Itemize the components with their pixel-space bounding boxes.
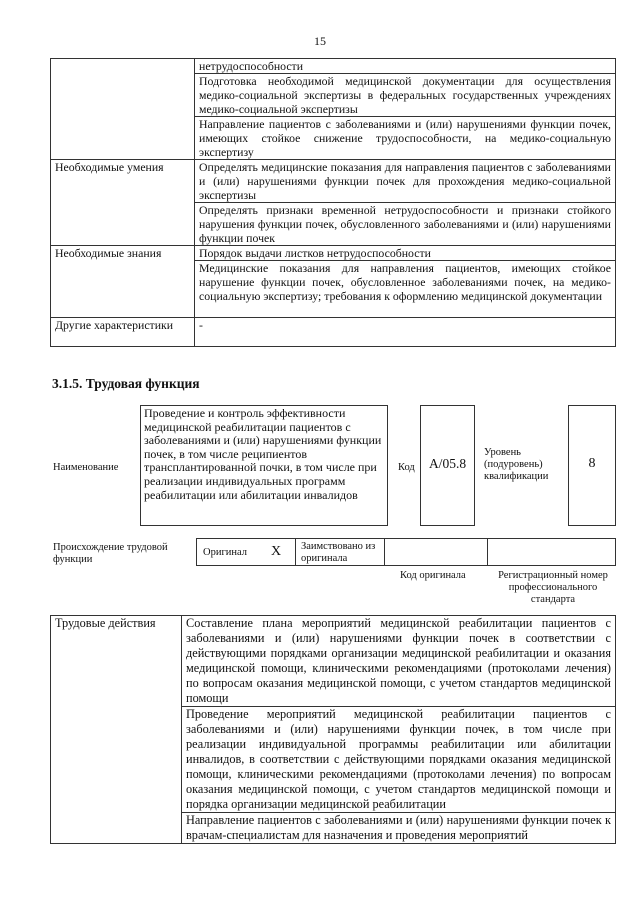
table-cell: Порядок выдачи листков нетрудоспособности bbox=[195, 246, 616, 261]
table-row bbox=[51, 59, 616, 74]
cell-divider bbox=[384, 539, 385, 565]
table-cell: Направление пациентов с заболеваниями и (или) нарушениями функции почек к врачам-специалистам для назначения и проведения мероприятий bbox=[182, 813, 616, 844]
function-name-box: Проведение и контроль эффективности медицинской реабилитации пациентов с заболеваниями и (или) нарушениями функции почек, в том числе реципиентов трансплантированной почки, в том числе при реализации индивидуальных программ реабилитации или абилитации инвалидов bbox=[140, 405, 388, 526]
section-heading: 3.1.5. Трудовая функция bbox=[52, 376, 200, 391]
cell-divider bbox=[487, 539, 488, 565]
table-cell: Определять признаки временной нетрудоспособности и признаки стойкого нарушения функции почек, обусловленного заболеваниями и (или) нарушениями функции почек bbox=[195, 203, 616, 246]
table-cell: Направление пациентов с заболеваниями и (или) нарушениями функции почек, имеющих стойкое снижение трудоспособности, на медико-социальную экспертизу bbox=[195, 117, 616, 160]
origin-label: Происхождение трудовой функции bbox=[53, 542, 168, 565]
code-original-caption: Код оригинала bbox=[400, 570, 466, 581]
table-row bbox=[51, 616, 616, 707]
table-cell: Определять медицинские показания для направления пациентов с заболеваниями и (или) нарушениями функции почек для прохождения медико-социальной экспертизы bbox=[195, 160, 616, 203]
table-row bbox=[51, 246, 616, 261]
table-cell: Составление плана мероприятий медицинской реабилитации пациентов с заболеваниями и (или) нарушениями функции почек в соответствии с действующими порядками организации медицинской реабилитации и оказания медицинской помощи, клиническими рекомендациями (протоколами лечения) по вопросам оказания медицинской помощи, с учетом стандартов медицинской помощи bbox=[182, 616, 616, 707]
name-label: Наименование bbox=[53, 462, 119, 473]
knowledge-label: Необходимые знания bbox=[51, 246, 195, 318]
table-cell-empty bbox=[51, 59, 195, 160]
table-cell: нетрудоспособности bbox=[195, 59, 616, 74]
labor-actions-table bbox=[50, 615, 616, 844]
level-label: Уровень (подуровень) квалификации bbox=[484, 447, 549, 482]
actions-label: Трудовые действия bbox=[51, 616, 182, 844]
original-mark: Х bbox=[271, 544, 282, 559]
level-box: 8 bbox=[568, 405, 616, 526]
cell-divider bbox=[295, 539, 296, 565]
reg-number-caption: Регистрационный номер профессионального стандарта bbox=[498, 570, 608, 605]
page-number: 15 bbox=[314, 34, 326, 48]
borrowed-label: Заимствовано из оригинала bbox=[301, 541, 376, 564]
table-row bbox=[51, 160, 616, 203]
other-label: Другие характеристики bbox=[51, 318, 195, 347]
skills-label: Необходимые умения bbox=[51, 160, 195, 246]
table-cell: Подготовка необходимой медицинской документации для осуществления медико-социальной экспертизы в федеральных государственных учреждениях медико-социальной экспертизы bbox=[195, 74, 616, 117]
code-box: А/05.8 bbox=[420, 405, 475, 526]
table-cell: Проведение мероприятий медицинской реабилитации пациентов с заболеваниями и (или) нарушениями функции почек, в том числе при реализации индивидуальной программы реабилитации или абилитации инвалидов, в соответствии с действующими порядками оказания медицинской помощи, клиническими рекомендациями (протоколами лечения) по вопросам оказания медицинской помощи, с учетом стандартов медицинской помощи и порядка организации медицинской реабилитации bbox=[182, 707, 616, 813]
code-label: Код bbox=[398, 462, 415, 473]
origin-table bbox=[196, 538, 616, 566]
original-label: Оригинал bbox=[203, 547, 247, 558]
table-cell: Медицинские показания для направления пациентов, имеющих стойкое нарушение функции почек, обусловленное заболеваниями почек, на медико-социальную экспертизу; требования к оформлению медицинской документации bbox=[195, 261, 616, 318]
table-cell: - bbox=[195, 318, 616, 347]
competency-table bbox=[50, 58, 616, 347]
table-row bbox=[51, 318, 616, 347]
